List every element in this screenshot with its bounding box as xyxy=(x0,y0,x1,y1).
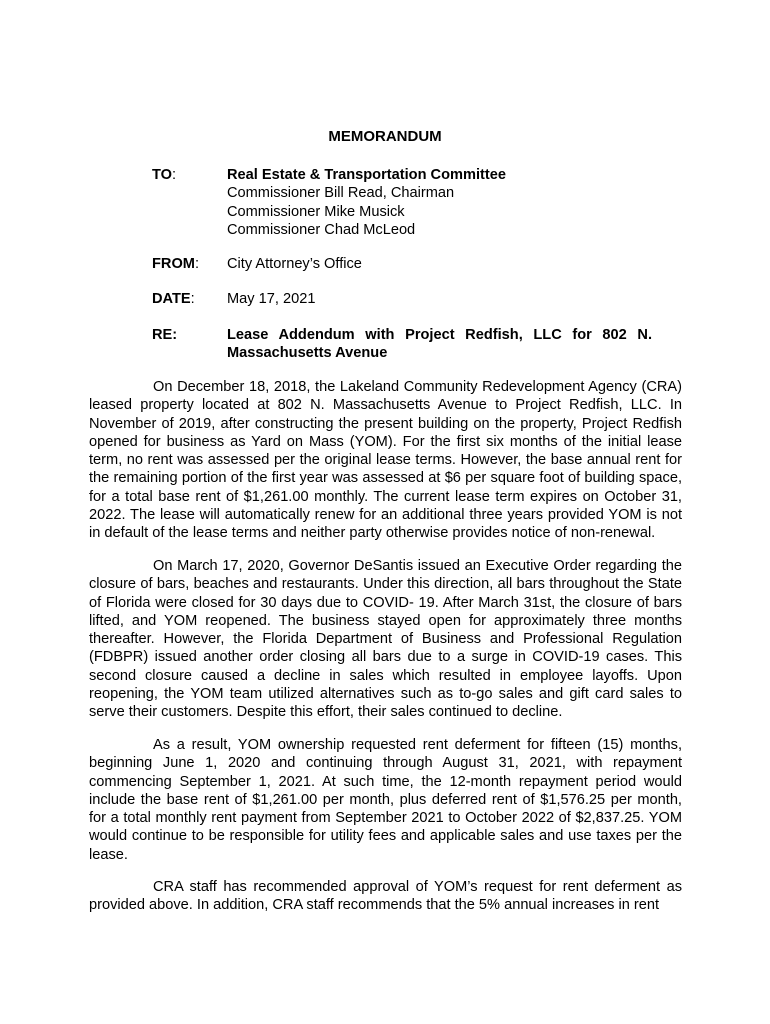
re-label xyxy=(152,326,222,344)
date-label-wrap xyxy=(152,290,222,308)
to-recipient-1: Commissioner Bill Read, Chairman xyxy=(227,185,455,202)
date-colon: : xyxy=(190,291,195,307)
to-recipients xyxy=(227,166,506,239)
body-paragraph-1: On December 18, 2018, the Lakeland Community Redevelopment Agency (CRA) leased property located at 802 N. Massachusetts Avenue to Project Redfish, LLC. In November of 2019, after constructing the present building on the property, Project Redfish opened for business as Yard on Mass (YOM). For the first six months of the initial lease term, no rent was assessed per the original lease terms. However, the base annual rent for the remaining portion of the first year was assessed at $6 per square foot of building space, for a total base rent of $1,261.00 monthly. The current lease term expires on October 31, 2022. The lease will automatically renew for an additional three years provided YOM is not in default of the lease terms and neither party otherwise provides notice of non-renewal. xyxy=(89,379,682,542)
body-paragraph-2: On March 17, 2020, Governor DeSantis issued an Executive Order regarding the closure of bars, beaches and restaurants. Under this direction, all bars throughout the State of Florida were closed for 30 days due to COVID- 19. After March 31st, the closure of bars lifted, and YOM reopened. The business stayed open for approximately three months thereafter. However, the Florida Department of Business and Professional Regulation (FDBPR) issued another order closing all bars due to a surge in COVID-19 cases. This second closure caused a decline in sales which resulted in employee layoffs. Upon reopening, the YOM team utilized alternatives such as to-go sales and gift card sales to serve their customers. Despite this effort, their sales continued to decline. xyxy=(89,558,682,721)
to-recipient-committee: Real Estate & Transportation Committee xyxy=(227,167,506,183)
to-recipient-2: Commissioner Mike Musick xyxy=(227,203,405,220)
to-label-wrap xyxy=(152,166,222,184)
body-paragraph-3: As a result, YOM ownership requested rent deferment for fifteen (15) months, beginning June 1, 2020 and continuing through August 31, 2021, with repayment commencing September 1, 2021. At such time, the 12-month repayment period would include the base rent of $1,261.00 per month, plus deferred rent of $1,576.25 per month, for a total monthly rent payment from September 2021 to October 2022 of $2,837.25. YOM would continue to be responsible for utility fees and applicable sales and use taxes per the lease. xyxy=(89,737,682,863)
to-recipient-3: Commissioner Chad McLeod xyxy=(227,221,416,238)
from-label-wrap xyxy=(152,255,222,273)
re-subject: Lease Addendum with Project Redfish, LLC for 802 N. Massachusetts Avenue xyxy=(227,327,652,362)
from-colon: : xyxy=(194,256,200,272)
date-value: May 17, 2021 xyxy=(227,291,316,307)
to-label: TO xyxy=(152,167,173,183)
memo-title: MEMORANDUM xyxy=(328,128,442,145)
re-label-text: RE: xyxy=(152,327,178,343)
from-value: City Attorney’s Office xyxy=(227,256,362,272)
date-label: DATE xyxy=(152,291,191,307)
to-colon: : xyxy=(172,167,177,183)
body-paragraph-4: CRA staff has recommended approval of YOM’s request for rent deferment as provided above. In addition, CRA staff recommends that the 5% annual increases in rent xyxy=(89,879,682,914)
from-label: FROM xyxy=(152,256,195,272)
